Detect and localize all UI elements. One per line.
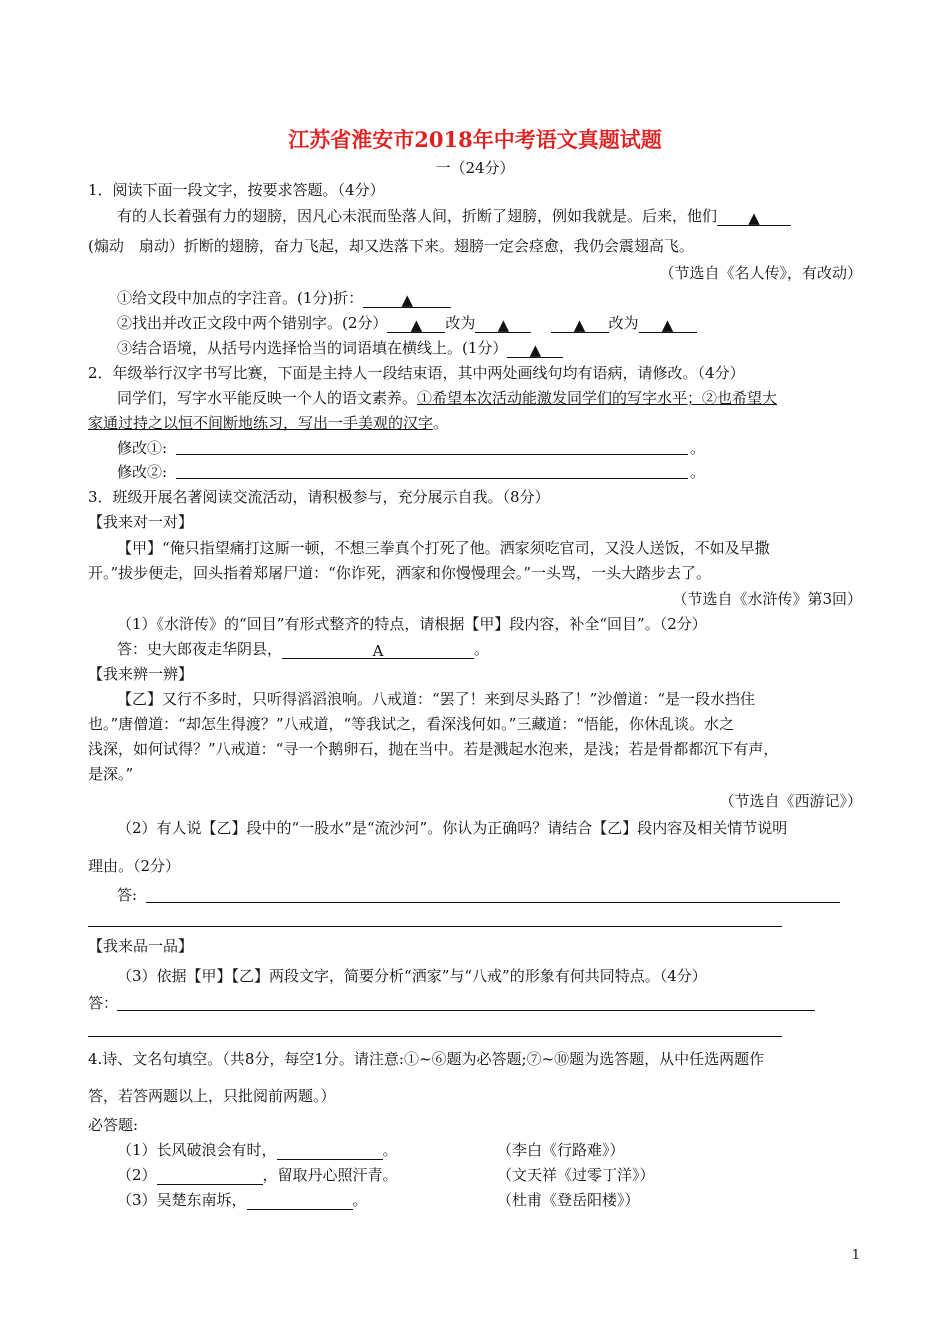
q1-sub2-blank-4: ▲ bbox=[639, 315, 697, 333]
q3-sub2-line2: 理由。（2分） bbox=[88, 857, 181, 875]
q1-sub1: ①给文段中加点的字注音。(1分)折： ▲ bbox=[117, 288, 451, 308]
q1-sub2-blank-3: ▲ bbox=[551, 315, 609, 333]
q3-answer-3-line2[interactable] bbox=[88, 1036, 782, 1037]
q4-line1-source: （李白《行路难》） bbox=[497, 1141, 625, 1159]
q2-fix1-period: 。 bbox=[690, 439, 706, 457]
q4-line3: （3）吴楚东南坼， 。 bbox=[117, 1191, 368, 1209]
q3-passage-yi-line3: 浅深，如何试得？”八戒道：“寻一个鹅卵石，抛在当中。若是溅起水泡来，是浅；若是骨都都沉下有声， bbox=[88, 740, 779, 758]
q1-sub2-blank-2: ▲ bbox=[475, 315, 531, 333]
q1-source: （节选自《名人传》，有改动） bbox=[659, 264, 862, 282]
q2-fix2-period: 。 bbox=[690, 463, 706, 481]
q4-line1-blank[interactable] bbox=[277, 1142, 383, 1160]
q1-passage-line2: (煽动 扇动）折断的翅膀，奋力飞起，却又迭落下来。翅膀一定会痉愈，我仍会震翅高飞。 bbox=[88, 237, 694, 255]
q1-sub2-blank-1: ▲ bbox=[387, 315, 445, 333]
q3-sub1: （1）《水浒传》的“回目”有形式整齐的特点，请根据【甲】段内容，补全“回目”。（2分） bbox=[117, 615, 707, 633]
section-heading: 一（24分） bbox=[435, 159, 515, 177]
q3-answer-3-label: 答： bbox=[88, 994, 119, 1012]
q3-passage-jia-line1: 【甲】“俺只指望痛打这厮一顿，不想三拳真个打死了他。洒家须吃官司，又没人送饭，不如及早撒 bbox=[117, 539, 770, 557]
q3-heading-3: 【我来品一品】 bbox=[88, 937, 194, 955]
q2-passage-line1: 同学们，写字水平能反映一个人的语文素养。①希望本次活动能激发同学们的写字水平；②也希望大 bbox=[117, 389, 778, 407]
q2-fix1-label: 修改①: bbox=[117, 439, 168, 457]
page-number: 1 bbox=[851, 1248, 860, 1263]
q3-sub3: （3）依据【甲】【乙】两段文字，简要分析“洒家”与“八戒”的形象有何共同特点。（4分） bbox=[117, 967, 707, 985]
q2-stem: 2．年级举行汉字书写比赛，下面是主持人一段结束语，其中两处画线句均有语病，请修改。（4分） bbox=[88, 364, 745, 382]
q3-passage-yi-line1: 【乙】又行不多时，只听得滔滔浪响。八戒道：“罢了！来到尽头路了！”沙僧道：“是一段水挡住 bbox=[117, 690, 756, 708]
q2-passage-line2: 家通过持之以恒不间断地练习，写出一手美观的汉字。 bbox=[88, 414, 449, 432]
q4-line3-blank[interactable] bbox=[247, 1192, 353, 1210]
q3-heading-2: 【我来辨一辨】 bbox=[88, 665, 194, 683]
q3-answer-2-label: 答: bbox=[117, 886, 138, 904]
q4-line2: （2） ，留取丹心照汗青。 bbox=[117, 1166, 398, 1184]
q3-answer-2-line2[interactable] bbox=[88, 926, 782, 927]
q4-line1: （1）长风破浪会有时， 。 bbox=[117, 1141, 398, 1159]
q3-passage-yi-line4: 是深。” bbox=[88, 765, 134, 783]
q3-answer-2-line1[interactable] bbox=[146, 902, 840, 903]
q1-stem: 1．阅读下面一段文字，按要求答题。（4分） bbox=[88, 181, 385, 199]
q1-sub3-blank: ▲ bbox=[507, 340, 563, 358]
q1-sub1-blank: ▲ bbox=[363, 290, 451, 308]
q1-sub3: ③结合语境，从括号内选择恰当的词语填在横线上。(1分） ▲ bbox=[117, 338, 563, 358]
q3-answer-1: 答：史大郎夜走华阴县， A 。 bbox=[117, 640, 490, 660]
q4-line3-source: （杜甫《登岳阳楼》） bbox=[497, 1191, 640, 1209]
q3-heading-1: 【我来对一对】 bbox=[88, 513, 194, 531]
q2-underlined-sentences: ①希望本次活动能激发同学们的写字水平；②也希望大 bbox=[417, 389, 778, 407]
q2-fix2-answer-line[interactable] bbox=[176, 478, 688, 479]
q4-required-label: 必答题: bbox=[88, 1116, 139, 1134]
q2-fix2-label: 修改②: bbox=[117, 463, 168, 481]
q4-stem-line1: 4.诗、文名句填空。（共8分，每空1分。请注意:①~⑥题为必答题;⑦~⑩题为选答题，从中任选两题作 bbox=[88, 1050, 765, 1068]
q3-passage-jia-line2: 开。”拔步便走，回头指着郑屠尸道：“你诈死，洒家和你慢慢理会。”一头骂，一头大踏步去了。 bbox=[88, 564, 712, 582]
q1-passage-line1: 有的人长着强有力的翅膀，因凡心未泯而坠落人间，折断了翅膀，例如我就是。后来，他们 ▲ bbox=[117, 206, 791, 226]
q4-line2-source: （文天祥《过零丁洋》） bbox=[497, 1166, 655, 1184]
q4-line2-blank[interactable] bbox=[157, 1167, 263, 1185]
q1-blank-word: ▲ bbox=[717, 208, 791, 226]
q3-answer-1-blank[interactable]: A bbox=[282, 641, 474, 659]
q3-passage-yi-line2: 也。”唐僧道：“却怎生得渡？”八戒道，“等我试之，看深浅何如。”三藏道：“悟能，你休乱谈。水之 bbox=[88, 715, 735, 733]
q2-fix1-answer-line[interactable] bbox=[176, 454, 688, 455]
q3-source-1: （节选自《水浒传》第3回） bbox=[672, 590, 862, 608]
q3-stem: 3．班级开展名著阅读交流活动，请积极参与，充分展示自我。（8分） bbox=[88, 488, 550, 506]
q4-stem-line2: 答，若答两题以上，只批阅前两题。） bbox=[88, 1087, 336, 1105]
q3-sub2-line1: （2）有人说【乙】段中的“一股水”是“流沙河”。你认为正确吗？请结合【乙】段内容及相关情节说明 bbox=[117, 819, 788, 837]
q3-source-2: （节选自《西游记》） bbox=[719, 792, 862, 810]
q1-sub2: ②找出并改正文段中两个错别字。(2分） ▲ 改为 ▲ ▲ 改为 ▲ bbox=[117, 313, 697, 333]
q3-answer-3-line1[interactable] bbox=[117, 1010, 815, 1011]
page-title: 江苏省淮安市2018年中考语文真题试题 bbox=[288, 127, 662, 152]
